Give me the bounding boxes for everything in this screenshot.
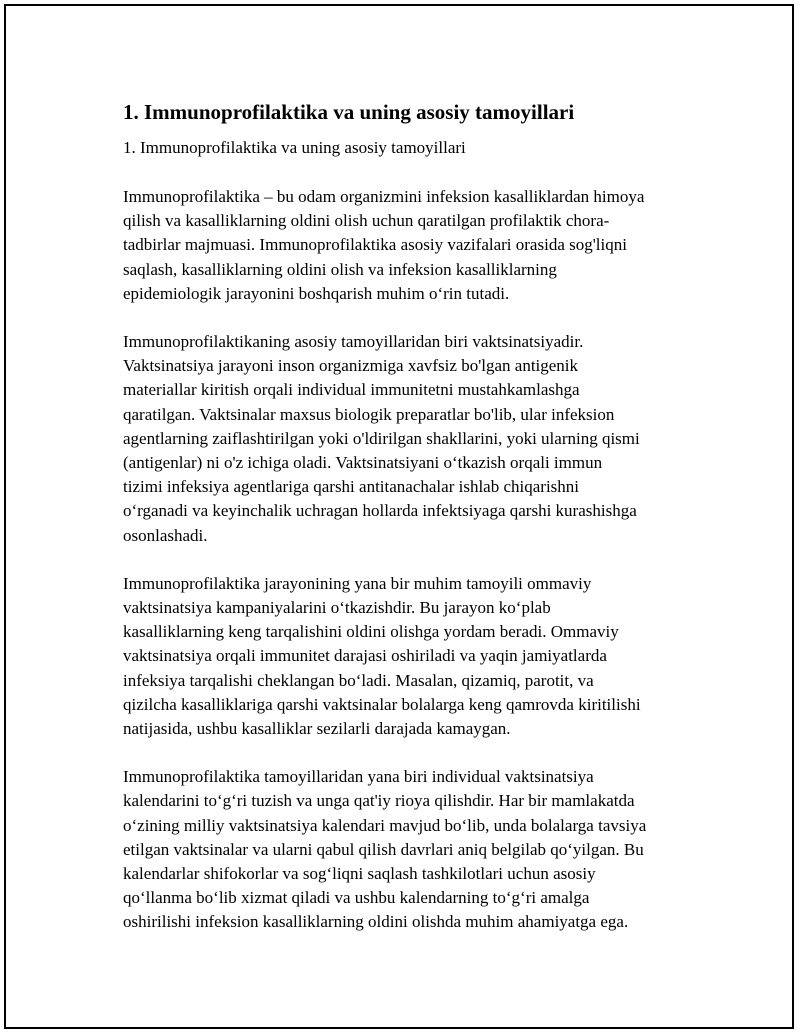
paragraph-line: Immunoprofilaktika jarayonining yana bir muhim tamoyili ommaviy bbox=[123, 573, 592, 593]
paragraph-line: qaratilgan. Vaktsinalar maxsus biologik preparatlar bo'lib, ular infeksion bbox=[123, 404, 615, 424]
paragraph-line: o‘rganadi va keyinchalik uchragan hollarda infektsiyaga qarshi kurashishga bbox=[123, 501, 637, 521]
paragraph-line: Immunoprofilaktika tamoyillaridan yana biri individual vaktsinatsiya bbox=[123, 767, 594, 787]
paragraph-line: o‘zining milliy vaktsinatsiya kalendari mavjud bo‘lib, unda bolalarga tavsiya bbox=[123, 815, 647, 835]
paragraph-line: Vaktsinatsiya jarayoni inson organizmiga xavfsiz bo'lgan antigenik bbox=[123, 356, 579, 376]
paragraph-line: oshirilishi infeksion kasalliklarning oldini olishda muhim ahamiyatga ega. bbox=[123, 912, 629, 932]
paragraph-line: kalendarlar shifokorlar va sog‘liqni saqlash tashkilotlari uchun asosiy bbox=[123, 864, 596, 884]
paragraph-line: tadbirlar majmuasi. Immunoprofilaktika asosiy vazifalari orasida sog'liqni bbox=[123, 235, 627, 255]
document-heading: 1. Immunoprofilaktika va uning asosiy tamoyillari bbox=[123, 100, 575, 124]
paragraph-line: etilgan vaktsinalar va ularni qabul qilish davrlari aniq belgilab qo‘yilgan. Bu bbox=[123, 839, 644, 859]
paragraph-line: kalendarini to‘g‘ri tuzish va unga qat'iy rioya qilishdir. Har bir mamlakatda bbox=[123, 791, 635, 811]
paragraph-3 bbox=[123, 572, 713, 741]
paragraph-line: osonlashadi. bbox=[123, 525, 208, 545]
paragraph-2 bbox=[123, 330, 713, 548]
paragraph-line: (antigenlar) ni o'z ichiga oladi. Vaktsinatsiyani o‘tkazish orqali immun bbox=[123, 453, 603, 473]
paragraph-1 bbox=[123, 185, 713, 306]
page-frame bbox=[4, 4, 794, 1029]
paragraph-line: tizimi infeksiya agentlariga qarshi antitanachalar ishlab chiqarishni bbox=[123, 477, 580, 497]
paragraph-line: Immunoprofilaktikaning asosiy tamoyillaridan biri vaktsinatsiyadir. bbox=[123, 332, 584, 352]
paragraph-4 bbox=[123, 765, 713, 934]
paragraph-line: agentlarning zaiflashtirilgan yoki o'ldirilgan shakllarini, yoki ularning qismi bbox=[123, 428, 640, 448]
paragraph-line: qizilcha kasalliklariga qarshi vaktsinalar bolalarga keng qamrovda kiritilishi bbox=[123, 694, 641, 714]
paragraph-line: saqlash, kasalliklarning oldini olish va infeksion kasalliklarning bbox=[123, 259, 557, 279]
paragraph-line: Immunoprofilaktika – bu odam organizmini infeksion kasalliklardan himoya bbox=[123, 187, 645, 206]
paragraph-line: infeksiya tarqalishi cheklangan bo‘ladi. Masalan, qizamiq, parotit, va bbox=[123, 670, 594, 690]
paragraph-line: vaktsinatsiya orqali immunitet darajasi oshiriladi va yaqin jamiyatlarda bbox=[123, 646, 607, 666]
paragraph-line: natijasida, ushbu kasalliklar sezilarli darajada kamaygan. bbox=[123, 719, 511, 739]
document-subheading: 1. Immunoprofilaktika va uning asosiy tamoyillari bbox=[123, 138, 466, 157]
paragraph-line: qo‘llanma bo‘lib xizmat qiladi va ushbu kalendarning to‘g‘ri amalga bbox=[123, 888, 590, 908]
paragraph-line: kasalliklarning keng tarqalishini oldini olishga yordam beradi. Ommaviy bbox=[123, 622, 619, 642]
paragraph-line: qilish va kasalliklarning oldini olish uchun qaratilgan profilaktik chora- bbox=[123, 211, 610, 231]
document-body bbox=[123, 98, 713, 959]
paragraph-line: vaktsinatsiya kampaniyalarini o‘tkazishdir. Bu jarayon ko‘plab bbox=[123, 598, 551, 618]
paragraph-line: epidemiologik jarayonini boshqarish muhim o‘rin tutadi. bbox=[123, 283, 510, 303]
paragraph-line: materiallar kiritish orqali individual immunitetni mustahkamlashga bbox=[123, 380, 580, 400]
